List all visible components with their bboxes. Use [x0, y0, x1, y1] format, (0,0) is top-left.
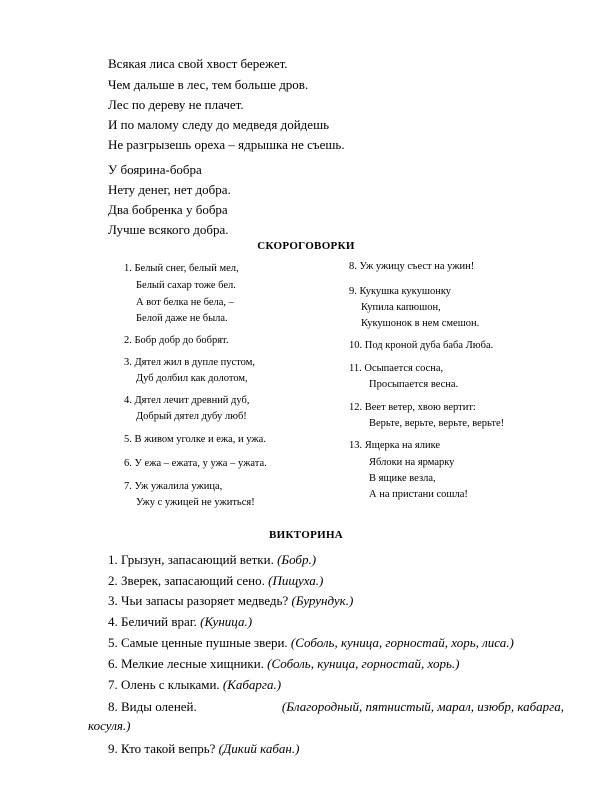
rhyme-line: Нету денег, нет добра.: [108, 182, 231, 197]
twister-line: 5. В живом уголке и ежа, и ужа.: [124, 434, 266, 445]
quiz-item: [108, 656, 459, 672]
quiz-item: [108, 635, 514, 651]
twister-line: 6. У ежа – ежата, у ужа – ужата.: [124, 458, 267, 469]
quiz-question: 9. Кто такой вепрь?: [108, 741, 216, 756]
twister-line: Белый сахар тоже бел.: [136, 280, 236, 291]
quiz-answer: (Куница.): [200, 614, 253, 629]
quiz-item-continuation: [88, 718, 130, 734]
twister-line: Добрый дятел дубу люб!: [136, 411, 247, 422]
proverb-line: Всякая лиса свой хвост бережет.: [108, 56, 288, 71]
twister-line: 2. Бобр добр до бобрят.: [124, 335, 229, 346]
twister-line: 8. Уж ужицу съест на ужин!: [349, 261, 475, 272]
twister-line: 10. Под кроной дуба баба Люба.: [349, 340, 494, 351]
quiz-question: 1. Грызун, запасающий ветки.: [108, 552, 274, 567]
twister-line: В ящике везла,: [369, 473, 436, 484]
quiz-heading: ВИКТОРИНА: [268, 529, 344, 541]
twister-line: Яблоки на ярмарку: [369, 457, 455, 468]
quiz-answer: (Бобр.): [277, 552, 317, 567]
twister-line: Кукушонок в нем смешон.: [361, 318, 480, 329]
quiz-question: 3. Чьи запасы разоряет медведь?: [108, 593, 289, 608]
proverb-line: Не разгрызешь ореха – ядрышка не съешь.: [108, 137, 345, 152]
twister-line: 12. Веет ветер, хвою вертит:: [349, 402, 476, 413]
quiz-answer: (Дикий кабан.): [218, 741, 300, 756]
quiz-answer: (Благородный, пятнистый, марал, изюбр, кабарга,: [281, 699, 564, 714]
twister-line: 4. Дятел лечит древний дуб,: [124, 395, 250, 406]
quiz-question: 2. Зверек, запасающий сено.: [108, 573, 265, 588]
quiz-question: 5. Самые ценные пушные звери.: [108, 635, 288, 650]
twister-line: Купила капюшон,: [361, 302, 441, 313]
tongue-twisters-heading: СКОРОГОВОРКИ: [257, 240, 355, 252]
twister-line: 3. Дятел жил в дупле пустом,: [124, 357, 255, 368]
quiz-question: 8. Виды оленей.: [108, 699, 197, 714]
rhyme-line: У боярина-бобра: [108, 162, 202, 177]
twister-line: 11. Осыпается сосна,: [349, 363, 444, 374]
twister-line: Белой даже не была.: [136, 313, 228, 324]
quiz-item: [108, 552, 316, 568]
twister-line: Дуб долбил как долотом,: [136, 373, 248, 384]
rhyme-line: Два бобренка у бобра: [108, 202, 228, 217]
proverb-line: Лес по дереву не плачет.: [108, 97, 244, 112]
proverb-line: И по малому следу до медведя дойдешь: [108, 117, 330, 132]
rhyme-line: Лучше всякого добра.: [108, 222, 229, 237]
quiz-item: [108, 677, 281, 693]
quiz-item: [108, 573, 323, 589]
quiz-answer: (Кабарга.): [222, 677, 282, 692]
quiz-answer: (Соболь, куница, горностай, хорь.): [267, 656, 460, 671]
twister-line: А на пристани сошла!: [369, 489, 468, 500]
quiz-answer: (Соболь, куница, горностай, хорь, лиса.): [290, 635, 514, 650]
quiz-question: 6. Мелкие лесные хищники.: [108, 656, 264, 671]
proverb-line: Чем дальше в лес, тем больше дров.: [108, 77, 309, 92]
twister-line: 7. Уж ужалила ужица,: [124, 481, 223, 492]
quiz-item: [108, 699, 564, 715]
twister-line: 9. Кукушка кукушонку: [349, 286, 452, 297]
quiz-answer: (Пищуха.): [268, 573, 324, 588]
twister-line: 1. Белый снег, белый мел,: [124, 263, 239, 274]
twister-line: Ужу с ужицей не ужиться!: [136, 497, 255, 508]
quiz-item: [108, 614, 252, 630]
quiz-question: 7. Олень с клыками.: [108, 677, 220, 692]
quiz-question: 4. Беличий враг.: [108, 614, 197, 629]
quiz-answer: (Бурундук.): [291, 593, 354, 608]
quiz-item: [108, 741, 299, 757]
twister-line: 13. Ящерка на ялике: [349, 440, 441, 451]
quiz-item: [108, 593, 353, 609]
twister-line: Просыпается весна.: [369, 379, 459, 390]
quiz-answer: косуля.): [88, 718, 131, 733]
twister-line: А вот белка не бела, –: [136, 297, 234, 308]
twister-line: Верьте, верьте, верьте, верьте!: [369, 418, 505, 429]
